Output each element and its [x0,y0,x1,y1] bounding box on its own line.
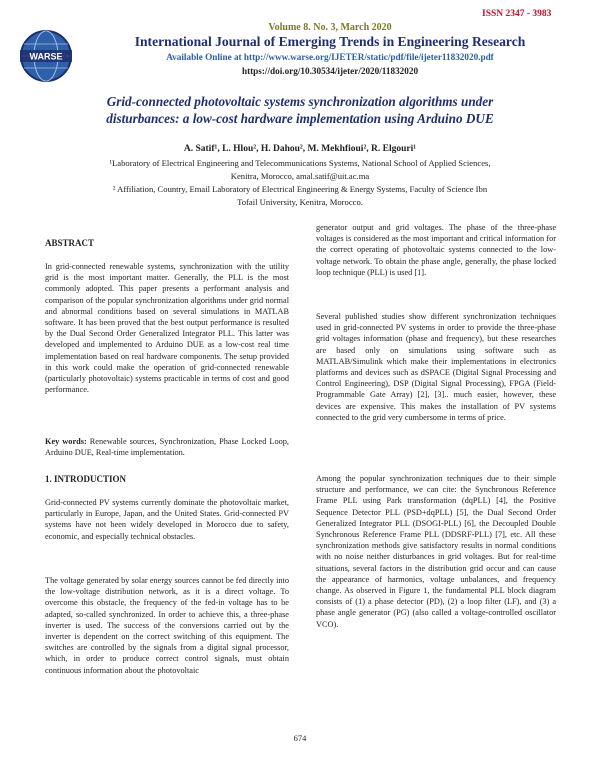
doi-link[interactable]: https://doi.org/10.30534/ijeter/2020/11832020 [241,66,419,76]
affiliation-2 [60,183,540,209]
affiliation-2-line-1: ² Affiliation, Country, Email Laboratory of Electrical Engineering & Energy Systems, Faculty of Science Ibn [112,184,488,194]
page-number: 674 [293,733,307,743]
issn-label: ISSN 2347 - 3983 [482,9,552,19]
right-paragraph-1: generator output and grid voltages. The phase of the three-phase voltages is considered as the most important and critical information for the correct operating of photovoltaic systems connected to the low-voltage network. To obtain the phase angle, generally, the phase locked loop technique (PLL) is used [1]. [316,223,556,277]
right-paragraph-2: Several published studies show different synchronization techniques used in grid-connected PV systems in order to provide the three-phase grid voltages information (phase and frequency), but these researches are based only on simulations using software such as MATLAB/Simulink which make their implementations in electronics platforms and devices such as dSPACE (Digital Signal Processing and Control Engineering), DSP (Digital Signal Processing), FPGA (Field-Programmable Gate Array) [2], [3].. much easier, however, these devices are expensive. This makes the installation of PV systems connected to the grid very cumbersome in terms of price. [316,312,556,422]
affiliation-2-line-2: Tofail University, Kenitra, Morocco. [237,197,363,207]
keywords-label: Key words: [45,437,87,446]
intro-heading: 1. INTRODUCTION [45,474,127,484]
paper-title [40,93,560,127]
title-line-2: disturbances: a low-cost hardware implementation using Arduino DUE [106,111,494,126]
warse-logo [18,28,74,84]
intro-paragraph-2: The voltage generated by solar energy sources cannot be fed directly into the low-voltage distribution network, as it is a direct voltage. To overcome this obstacle, the frequency of the fed-in voltage has to be adapted, so-called synchronized. In order to achieve this, a three-phase inverter is used. The success of the conversions carried out by the inverter is dependent on the correct switching of this equipment. The switches are controlled by the signals from a digital signal processor, which, in order to produce correct control signals, must obtain continuous information about the photovoltaic [45,576,289,675]
intro-paragraph-1: Grid-connected PV systems currently dominate the photovoltaic market, particularly in Europe, Japan, and the United States. Grid-connected PV systems have not been widely developed in Morocco due to safety, economic, and especially technical obstacles. [45,498,289,541]
title-line-1: Grid-connected photovoltaic systems synchronization algorithms under [106,94,494,109]
journal-title: International Journal of Emerging Trends in Engineering Research [134,34,526,49]
right-paragraph-3: Among the popular synchronization techniques due to their simple structure and performance, we can cite: the Synchronous Reference Frame PLL using Park transformation (dqPLL) [4], the Positive Sequence Detector PLL (PSD+dqPLL) [5], the Dual Second Order Generalized Integrator PLL (DSOGI-PLL) [6], the Decoupled Double Synchronous Reference Frame PLL (DDSRF-PLL) [7], etc. All these synchronization methods give satisfactory results in normal conditions with no noise neither disturbances in grid voltages. But for real-time situations, several factors in the distribution grid occur and can cause the appearance of harmonics, voltage unbalances, and frequency change. As observed in Figure 1, the fundamental PLL block diagram consists of (1) a phase detector (PD), (2) a loop filter (LF), and (3) a phase angle generator (PG) (also called a voltage-controlled oscillator VCO). [316,474,556,629]
online-link[interactable]: Available Online at http://www.warse.org/IJETER/static/pdf/file/ijeter11832020.pdf [166,52,494,62]
authors: A. Satif¹, L. Hlou², H. Dahou², M. Mekhfioui², R. Elgouri¹ [183,144,417,154]
abstract-text: In grid-connected renewable systems, synchronization with the utility grid is the most important matter. Generally, the PLL is the most commonly adopted. This paper presents a performant analysis and comparison of the popular synchronization algorithms under grid normal and abnormal conditions based on several simulations in MATLAB software. It has been proved that the best output performance is resulted by the Dual Second Order Generalized Integrator PLL. This latter was developed and implemented to Arduino DUE as a low-cost real time implementation based on real hardware components. The setup provided in this work could make the operation of grid-connected renewable (particularly photovoltaic) systems practicable in terms of cost and good performance. [45,262,289,395]
affiliation-1-line-1: ¹Laboratory of Electrical Engineering and Telecommunications Systems, National School of Applied Sciences, [109,158,491,168]
logo-text: WARSE [29,51,63,62]
affiliation-1 [60,157,540,183]
affiliation-1-line-2: Kenitra, Morocco, amal.satif@uit.ac.ma [230,171,370,181]
keywords-text: Renewable sources, Synchronization, Phase Locked Loop, Arduino DUE, Real-time implementation. [45,437,289,458]
keywords [45,436,289,458]
abstract-heading: ABSTRACT [45,238,95,248]
volume-info: Volume 8. No. 3, March 2020 [268,22,392,33]
